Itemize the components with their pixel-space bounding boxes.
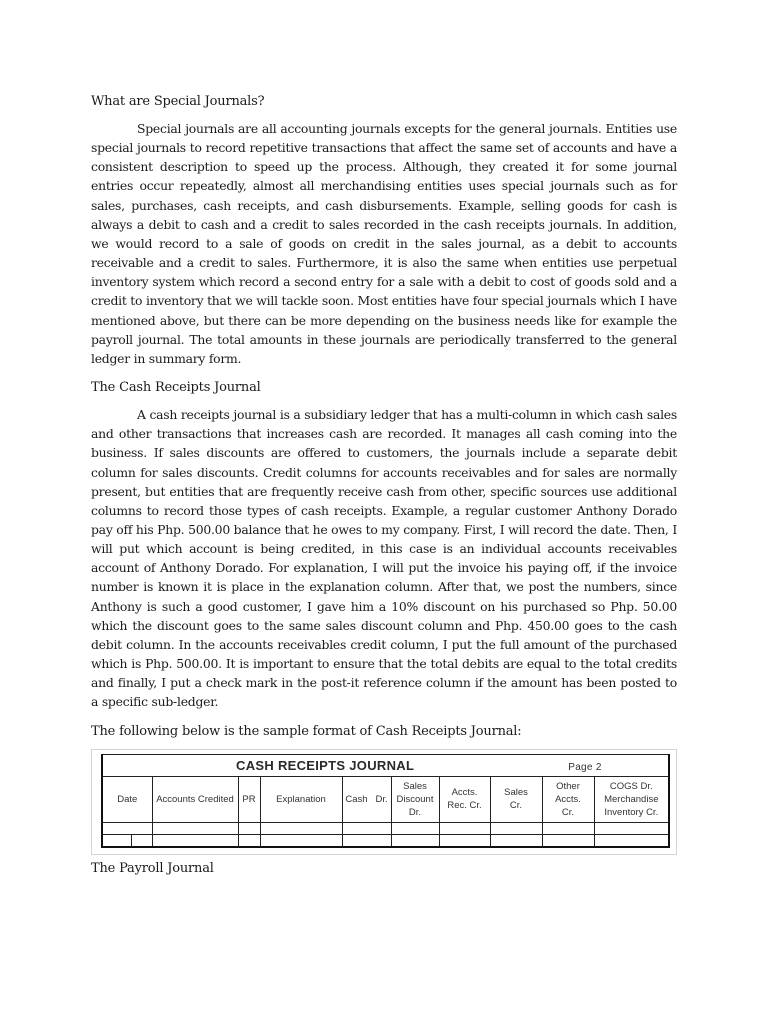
crj-header-row xyxy=(102,776,669,822)
heading-special-journals: What are Special Journals? xyxy=(91,94,265,109)
heading-payroll-journal: The Payroll Journal xyxy=(91,860,214,876)
crj-title-row xyxy=(102,754,669,776)
crj-empty-row xyxy=(102,834,669,847)
crj-empty-row xyxy=(102,822,669,834)
col-sales-cr: Sales Cr. xyxy=(490,776,542,822)
col-explanation: Explanation xyxy=(260,776,342,822)
cash-receipts-journal-figure xyxy=(91,749,677,855)
crj-title: CASH RECEIPTS JOURNAL xyxy=(236,757,415,773)
col-sales-discount-dr: Sales Discount Dr. xyxy=(391,776,439,822)
col-pr: PR xyxy=(238,776,260,822)
heading-cash-receipts-journal: The Cash Receipts Journal xyxy=(91,380,261,396)
col-accts-rec-cr: Accts. Rec. Cr. xyxy=(439,776,490,822)
col-cash-dr: Cash Dr. xyxy=(342,776,391,822)
col-cogs-merch-inventory: COGS Dr. Merchandise Inventory Cr. xyxy=(594,776,669,822)
paragraph-special-journals: Special journals are all accounting journals excepts for the general journals. Entities use special journals to record repetitive transactions that affect the same set of accounts and have a consistent description to speed up the process. Although, they created it for some journal entries occur repeatedly, almost all merchandising entities uses special journals such as for sales, purchases, cash receipts, and cash disbursements. Example, selling goods for cash is always a debit to cash and a credit to sales recorded in the cash receipts journals. In addition, we would record to a sale of goods on credit in the sales journal, as a debit to accounts receivable and a credit to sales. Furthermore, it is also the same when entities use perpetual inventory system which record a second entry for a sale with a debit to cost of goods sold and a credit to inventory that we will tackle soon. Most entities have four special journals which I have mentioned above, but there can be more depending on the business needs like for example the payroll journal. The total amounts in these journals are periodically transferred to the general ledger in summary form. xyxy=(91,121,677,366)
paragraph-cash-receipts-journal: A cash receipts journal is a subsidiary ledger that has a multi-column in which cash sales and other transactions that increases cash are recorded. It manages all cash coming into the business. If sales discounts are offered to customers, the journals include a separate debit column for sales discounts. Credit columns for accounts receivables and for sales are normally present, but entities that are frequently receive cash from other, specific sources use additional columns to record those types of cash receipts. Example, a regular customer Anthony Dorado pay off his Php. 500.00 balance that he owes to my company. First, I will record the date. Then, I will put which account is being credited, in this case is an individual accounts receivables account of Anthony Dorado. For explanation, I will put the invoice his paying off, if the invoice number is known it is place in the explanation column. After that, we post the numbers, since Anthony is such a good customer, I gave him a 10% discount on his purchased so Php. 50.00 which the discount goes to the same sales discount column and Php. 450.00 goes to the cash debit column. In the accounts receivables credit column, I put the full amount of the purchased which is Php. 500.00. It is important to ensure that the total debits are equal to the total credits and finally, I put a check mark in the post-it reference column if the amount has been posted to a specific sub-ledger. xyxy=(91,407,677,710)
col-date: Date xyxy=(102,776,152,822)
crj-intro-text: The following below is the sample format of Cash Receipts Journal: xyxy=(91,723,522,739)
col-accounts-credited: Accounts Credited xyxy=(152,776,238,822)
cash-receipts-journal-table xyxy=(101,754,670,848)
document-page xyxy=(91,92,677,886)
col-other-accts-cr: Other Accts. Cr. xyxy=(542,776,594,822)
crj-page-label: Page 2 xyxy=(568,761,602,773)
